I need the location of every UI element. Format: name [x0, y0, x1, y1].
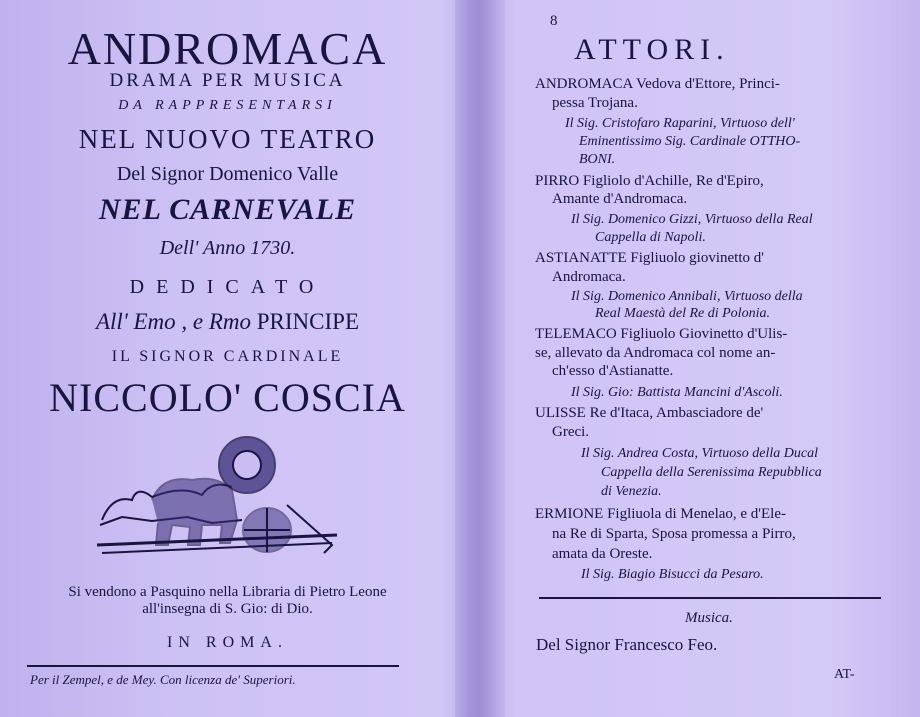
divider — [539, 597, 881, 599]
city: IN ROMA. — [167, 634, 288, 651]
title-page — [0, 0, 455, 717]
opera-subtitle: DRAMA PER MUSICA — [109, 70, 346, 91]
cast-line: TELEMACO Figliuolo Giovinetto d'Ulis- — [535, 326, 788, 342]
dedication-title — [20, 309, 435, 335]
singer-line: di Venezia. — [601, 484, 662, 499]
cast-line: ULISSE Re d'Itaca, Ambasciadore de' — [535, 405, 764, 421]
cast-line: Amante d'Andromaca. — [552, 191, 688, 207]
singer-line: Il Sig. Biagio Bisucci da Pesaro. — [581, 567, 764, 582]
principe: PRINCIPE — [256, 309, 360, 334]
theatre-name: NEL NUOVO TEATRO — [78, 124, 377, 154]
imprint-line-1: Si vendono a Pasquino nella Libraria di Pietro Leone — [68, 584, 387, 600]
lion-emblem-icon — [92, 425, 342, 560]
cast-line: se, allevato da Andromaca col nome an- — [535, 345, 776, 361]
signor-cardinale: IL SIGNOR CARDINALE — [111, 348, 344, 365]
composer-line: Del Signor Francesco Feo. — [536, 635, 718, 654]
printer-line: Per il Zempel, e de Mey. Con licenza de' Superiori. — [30, 672, 296, 687]
catchword: AT- — [834, 667, 855, 682]
imprint-line-2: all'insegna di S. Gio: di Dio. — [142, 601, 313, 617]
year: Dell' Anno 1730. — [159, 237, 296, 259]
dedicatee-name: NICCOLO' COSCIA — [49, 375, 406, 420]
cast-line: PIRRO Figliolo d'Achille, Re d'Epiro, — [535, 173, 764, 189]
cast-line: ASTIANATTE Figliuolo giovinetto d' — [535, 250, 764, 266]
singer-line: Il Sig. Domenico Annibali, Virtuoso della — [571, 289, 803, 304]
singer-line: Cappella di Napoli. — [595, 230, 706, 245]
cast-line: na Re di Sparta, Sposa promessa a Pirro, — [552, 526, 796, 542]
singer-line: Eminentissimo Sig. Cardinale OTTHO- — [579, 134, 801, 149]
dedication-heading: DEDICATO — [129, 276, 326, 298]
singer-line: Il Sig. Gio: Battista Mancini d'Ascoli. — [571, 385, 783, 400]
singer-line: Il Sig. Cristofaro Raparini, Virtuoso dell' — [565, 116, 795, 131]
musica-label: Musica. — [685, 610, 733, 626]
theatre-owner: Del Signor Domenico Valle — [116, 163, 339, 185]
da-rappresentarsi: DA RAPPRESENTARSI — [118, 98, 337, 113]
singer-line: Cappella della Serenissima Repubblica — [601, 465, 822, 480]
divider — [27, 665, 399, 667]
cast-line: amata da Oreste. — [552, 546, 653, 562]
singer-line: Il Sig. Domenico Gizzi, Virtuoso della Real — [571, 212, 813, 227]
singer-line: Real Maestà del Re di Polonia. — [595, 306, 770, 321]
cast-line: Andromaca. — [552, 269, 626, 285]
season: NEL CARNEVALE — [98, 193, 357, 226]
cast-line: ERMIONE Figliuola di Menelao, e d'Ele- — [535, 506, 786, 522]
cast-page — [505, 0, 920, 717]
cast-line: pessa Trojana. — [552, 95, 638, 111]
cast-line: Greci. — [552, 424, 590, 440]
singer-line: BONI. — [579, 152, 616, 167]
singer-line: Il Sig. Andrea Costa, Virtuoso della Ducal — [581, 446, 818, 461]
cast-line: ANDROMACA Vedova d'Ettore, Princi- — [535, 76, 780, 92]
honorific: All' Emo , e Rmo — [95, 309, 252, 334]
cast-heading: ATTORI. — [574, 33, 730, 66]
cast-line: ch'esso d'Astianatte. — [552, 363, 674, 379]
page-number: 8 — [550, 13, 558, 29]
opera-title: ANDROMACA — [67, 23, 388, 74]
book-gutter — [455, 0, 505, 717]
